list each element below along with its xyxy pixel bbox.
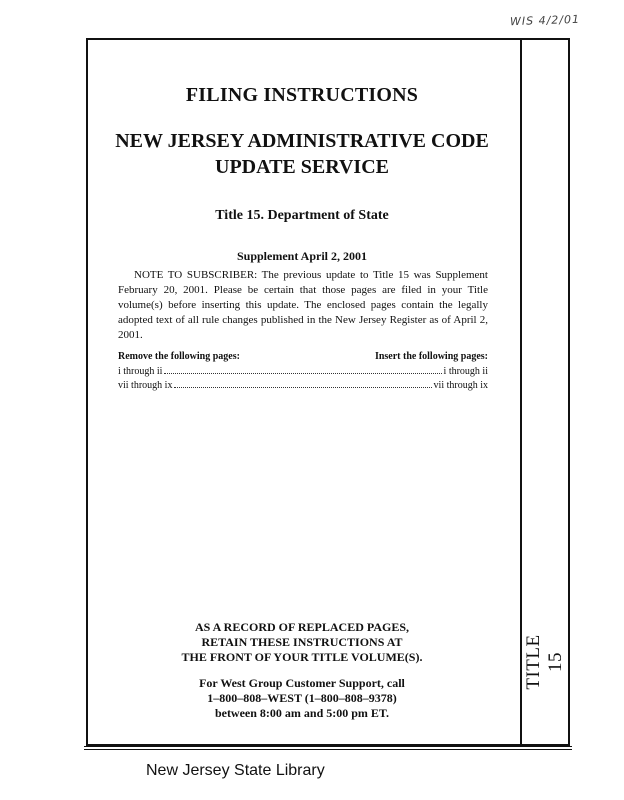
code-title-line-2: UPDATE SERVICE [215,156,389,178]
supplement-date: Supplement April 2, 2001 [236,249,368,263]
table-row [118,366,488,377]
support-hours: between 8:00 am and 5:00 pm ET. [214,706,390,720]
remove-pages-value: vii through ix [118,380,173,391]
table-row [118,380,488,391]
dot-leader [164,373,441,374]
support-line: For West Group Customer Support, call [199,676,405,690]
page-title: FILING INSTRUCTIONS [185,84,419,106]
subscriber-note: NOTE TO SUBSCRIBER: The previous update to Title 15 was Supplement February 20, 2001. Please be certain that those pages are filed in your Title volume(s) before inserting this update. The enclosed pages contain the legally adopted text of all rule changes published in the New Jersey Register as of April 2, 2001. [118,269,488,341]
title-tab-label: TITLE 15 [523,634,566,690]
record-instructions [112,620,492,665]
remove-pages-header: Remove the following pages: [118,351,240,362]
remove-pages-value: i through ii [118,366,163,377]
record-line: RETAIN THESE INSTRUCTIONS AT [201,635,403,649]
dot-leader [174,387,431,388]
insert-pages-header: Insert the following pages: [374,351,488,362]
handwritten-annotation: WIS 4/2/01 [509,12,581,29]
code-title-line-1: NEW JERSEY ADMINISTRATIVE CODE [115,130,489,152]
library-footer: New Jersey State Library [146,762,325,779]
pages-table-header [118,351,488,362]
record-line: AS A RECORD OF REPLACED PAGES, [194,620,410,634]
customer-support [112,676,492,721]
support-phone: 1–800–808–WEST (1–800–808–9378) [207,691,397,705]
insert-pages-value: vii through ix [433,380,488,391]
record-line: THE FRONT OF YOUR TITLE VOLUME(S). [181,650,423,664]
insert-pages-value: i through ii [443,366,488,377]
tab-divider [520,38,522,746]
code-title [102,128,502,180]
page-frame-base [84,746,572,750]
title-subtitle: Title 15. Department of State [215,208,389,223]
